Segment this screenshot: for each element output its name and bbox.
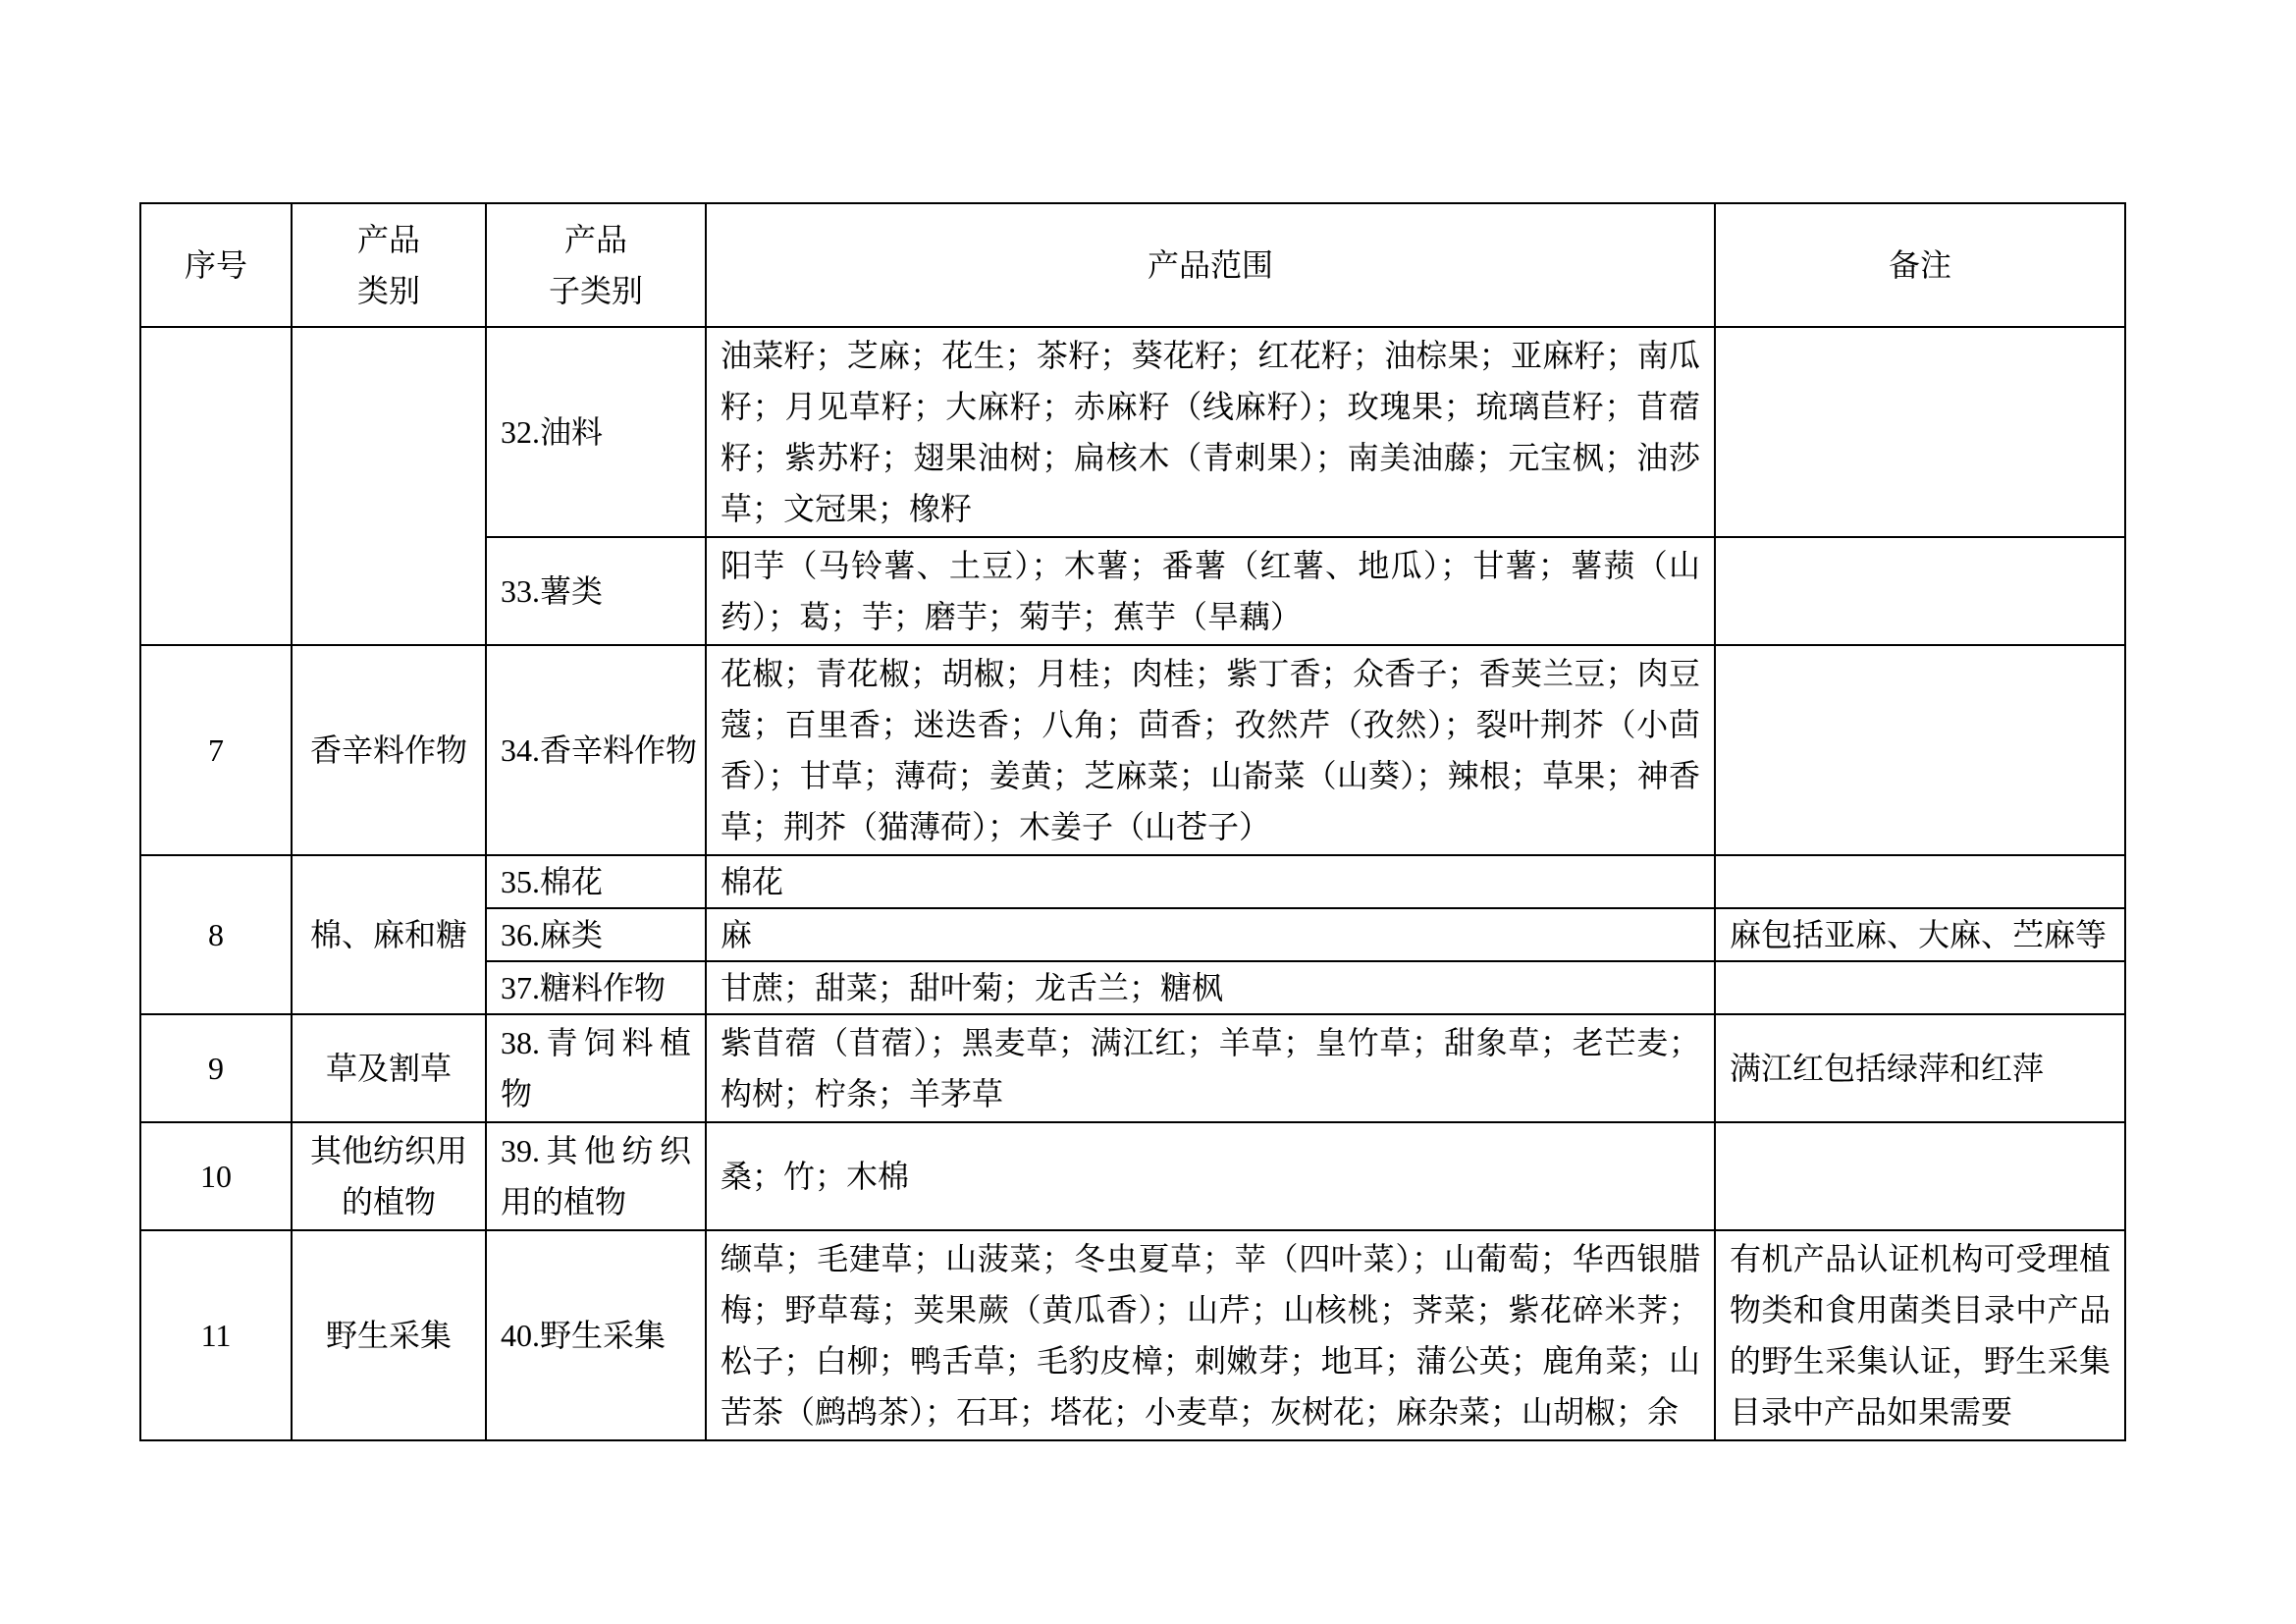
scope-cell: 花椒；青花椒；胡椒；月桂；肉桂；紫丁香；众香子；香荚兰豆；肉豆蔻；百里香；迷迭香；八角；茴香；孜然芹（孜然）；裂叶荆芥（小茴香）；甘草；薄荷；姜黄；芝麻菜；山嵛菜（山葵）；辣根；草果；神香草；荆芥（猫薄荷）；木姜子（山苍子） (706, 645, 1715, 855)
note-cell (1715, 1122, 2125, 1230)
serial-cell: 8 (140, 855, 292, 1014)
subcategory-cell: 34.香辛料作物 (486, 645, 706, 855)
serial-cell: 10 (140, 1122, 292, 1230)
scope-cell: 麻 (706, 908, 1715, 961)
header-category-line2: 类别 (356, 272, 420, 309)
header-serial: 序号 (140, 203, 292, 327)
header-category (292, 203, 486, 327)
scope-cell: 桑；竹；木棉 (706, 1122, 1715, 1230)
header-subcategory-line2: 子类别 (548, 272, 643, 309)
note-cell: 有机产品认证机构可受理植物类和食用菌类目录中产品的野生采集认证，野生采集目录中产品如果需要 (1715, 1230, 2125, 1440)
subcategory-cell: 38.青饲料植物 (486, 1014, 706, 1122)
note-cell (1715, 645, 2125, 855)
table-row (140, 645, 2125, 855)
serial-cell: 9 (140, 1014, 292, 1122)
header-notes: 备注 (1715, 203, 2125, 327)
table-row (140, 1122, 2125, 1230)
subcategory-cell: 36.麻类 (486, 908, 706, 961)
category-cell: 香辛料作物 (292, 645, 486, 855)
subcategory-cell: 40.野生采集 (486, 1230, 706, 1440)
product-catalog-table (139, 202, 2126, 1441)
table-row (140, 1230, 2125, 1440)
category-cell (292, 327, 486, 645)
note-cell: 满江红包括绿萍和红萍 (1715, 1014, 2125, 1122)
note-cell: 麻包括亚麻、大麻、苎麻等 (1715, 908, 2125, 961)
scope-cell: 阳芋（马铃薯、土豆）；木薯；番薯（红薯、地瓜）；甘薯；薯蓣（山药）；葛；芋；磨芋；菊芋；蕉芋（旱藕） (706, 537, 1715, 645)
note-cell (1715, 537, 2125, 645)
subcategory-cell: 37.糖料作物 (486, 961, 706, 1014)
serial-cell: 11 (140, 1230, 292, 1440)
scope-cell: 油菜籽；芝麻；花生；茶籽；葵花籽；红花籽；油棕果；亚麻籽；南瓜籽；月见草籽；大麻籽；赤麻籽（线麻籽）；玫瑰果；琉璃苣籽；苜蓿籽；紫苏籽；翅果油树；扁核木（青刺果）；南美油藤；元宝枫；油莎草；文冠果；橡籽 (706, 327, 1715, 537)
category-cell: 野生采集 (292, 1230, 486, 1440)
serial-cell: 7 (140, 645, 292, 855)
table-row (140, 327, 2125, 537)
note-cell (1715, 855, 2125, 908)
scope-cell: 甘蔗；甜菜；甜叶菊；龙舌兰；糖枫 (706, 961, 1715, 1014)
serial-cell (140, 327, 292, 645)
table-row (140, 855, 2125, 908)
header-category-line1: 产品 (356, 221, 420, 258)
subcategory-cell: 32.油料 (486, 327, 706, 537)
header-row (140, 203, 2125, 327)
category-cell: 其他纺织用的植物 (292, 1122, 486, 1230)
subcategory-cell: 35.棉花 (486, 855, 706, 908)
scope-cell: 缬草；毛建草；山菠菜；冬虫夏草；苹（四叶菜）；山葡萄；华西银腊梅；野草莓；荚果蕨（黄瓜香）；山芹；山核桃；荠菜；紫花碎米荠；松子；白柳；鸭舌草；毛豹皮樟；刺嫩芽；地耳；蒲公英；鹿角菜；山苦茶（鹧鸪茶）；石耳；塔花；小麦草；灰树花；麻杂菜；山胡椒；余 (706, 1230, 1715, 1440)
note-cell (1715, 961, 2125, 1014)
subcategory-cell: 39.其他纺织用的植物 (486, 1122, 706, 1230)
table-row (140, 1014, 2125, 1122)
header-subcategory-line1: 产品 (563, 221, 627, 258)
header-subcategory (486, 203, 706, 327)
scope-cell: 棉花 (706, 855, 1715, 908)
scope-cell: 紫苜蓿（苜蓿）；黑麦草；满江红；羊草；皇竹草；甜象草；老芒麦；构树；柠条；羊茅草 (706, 1014, 1715, 1122)
note-cell (1715, 327, 2125, 537)
category-cell: 棉、麻和糖 (292, 855, 486, 1014)
header-scope: 产品范围 (706, 203, 1715, 327)
subcategory-cell: 33.薯类 (486, 537, 706, 645)
category-cell: 草及割草 (292, 1014, 486, 1122)
